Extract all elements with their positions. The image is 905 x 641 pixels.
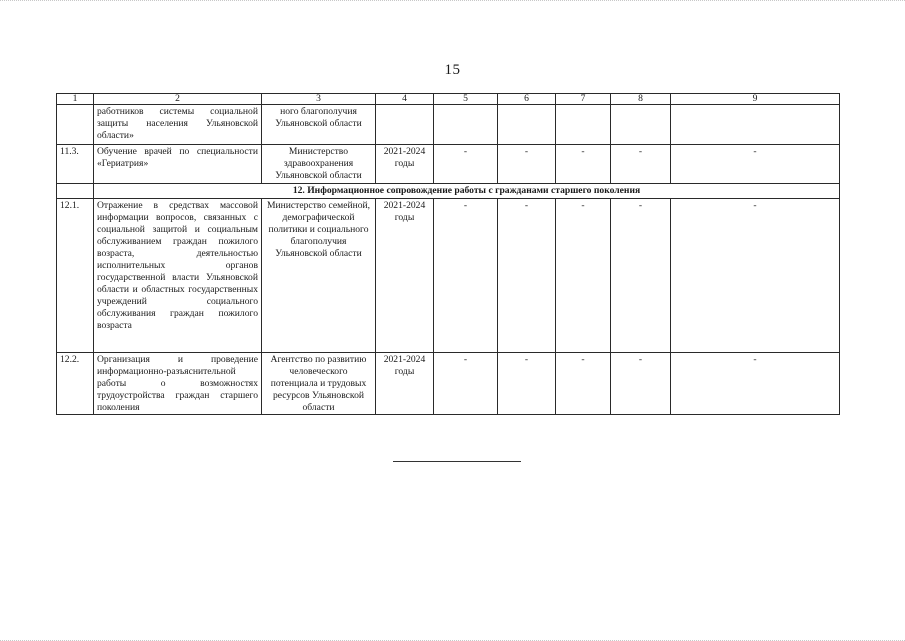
header-col-2: 2 bbox=[94, 94, 262, 105]
col-5-value: - bbox=[434, 353, 498, 415]
header-col-4: 4 bbox=[376, 94, 434, 105]
scan-edge-top bbox=[0, 0, 905, 9]
col-6-value: - bbox=[498, 353, 556, 415]
cell-empty bbox=[57, 105, 94, 145]
col-7-value: - bbox=[556, 199, 611, 353]
page-number: 15 bbox=[444, 62, 461, 78]
continuation-executor: ного благополучия Ульяновской области bbox=[262, 105, 376, 145]
header-col-9: 9 bbox=[671, 94, 840, 105]
executor: Министерство здравоохранения Ульяновской области bbox=[262, 145, 376, 184]
header-col-3: 3 bbox=[262, 94, 376, 105]
closing-rule bbox=[393, 461, 521, 462]
col-8-value: - bbox=[611, 145, 671, 184]
row-number: 11.3. bbox=[57, 145, 94, 184]
cell-empty bbox=[556, 105, 611, 145]
col-7-value: - bbox=[556, 145, 611, 184]
col-8-value: - bbox=[611, 353, 671, 415]
cell-empty bbox=[671, 105, 840, 145]
measures-table bbox=[56, 93, 840, 415]
period: 2021-2024 годы bbox=[376, 145, 434, 184]
row-number: 12.1. bbox=[57, 199, 94, 353]
period: 2021-2024 годы bbox=[376, 353, 434, 415]
header-col-6: 6 bbox=[498, 94, 556, 105]
measure-name: Организация и проведение информационно-разъяснительной работы о возможностях трудоустройства граждан старшего поколения bbox=[94, 353, 262, 415]
cell-empty bbox=[498, 105, 556, 145]
section-title: 12. Информационное сопровождение работы с гражданами старшего поколения bbox=[94, 184, 840, 199]
col-9-value: - bbox=[671, 353, 840, 415]
header-row bbox=[57, 94, 840, 105]
cell-empty bbox=[376, 105, 434, 145]
section-row-12 bbox=[57, 184, 840, 199]
executor: Агентство по развитию человеческого потенциала и трудовых ресурсов Ульяновской области bbox=[262, 353, 376, 415]
col-5-value: - bbox=[434, 145, 498, 184]
executor: Министерство семейной, демографической политики и социального благополучия Ульяновской области bbox=[262, 199, 376, 353]
header-col-8: 8 bbox=[611, 94, 671, 105]
period: 2021-2024 годы bbox=[376, 199, 434, 353]
cell-empty bbox=[611, 105, 671, 145]
cell-empty bbox=[434, 105, 498, 145]
col-6-value: - bbox=[498, 199, 556, 353]
table-row-12-2 bbox=[57, 353, 840, 415]
measure-name: Отражение в средствах массовой информации вопросов, связанных с социальной защитой и социальным обслуживанием граждан пожилого возраста, деятельностью исполнительных органов государственной власти Ульяновской области и областных государственных учреждений социального обслуживания граждан пожилого возраста bbox=[94, 199, 262, 353]
row-number: 12.2. bbox=[57, 353, 94, 415]
continuation-name: работников системы социальной защиты населения Ульяновской области» bbox=[94, 105, 262, 145]
col-5-value: - bbox=[434, 199, 498, 353]
col-9-value: - bbox=[671, 199, 840, 353]
cell-empty bbox=[57, 184, 94, 199]
table-row-11-3 bbox=[57, 145, 840, 184]
col-6-value: - bbox=[498, 145, 556, 184]
measure-name: Обучение врачей по специальности «Гериатрия» bbox=[94, 145, 262, 184]
header-col-5: 5 bbox=[434, 94, 498, 105]
table-row-12-1 bbox=[57, 199, 840, 353]
col-7-value: - bbox=[556, 353, 611, 415]
col-9-value: - bbox=[671, 145, 840, 184]
continuation-row bbox=[57, 105, 840, 145]
header-col-1: 1 bbox=[57, 94, 94, 105]
header-col-7: 7 bbox=[556, 94, 611, 105]
col-8-value: - bbox=[611, 199, 671, 353]
